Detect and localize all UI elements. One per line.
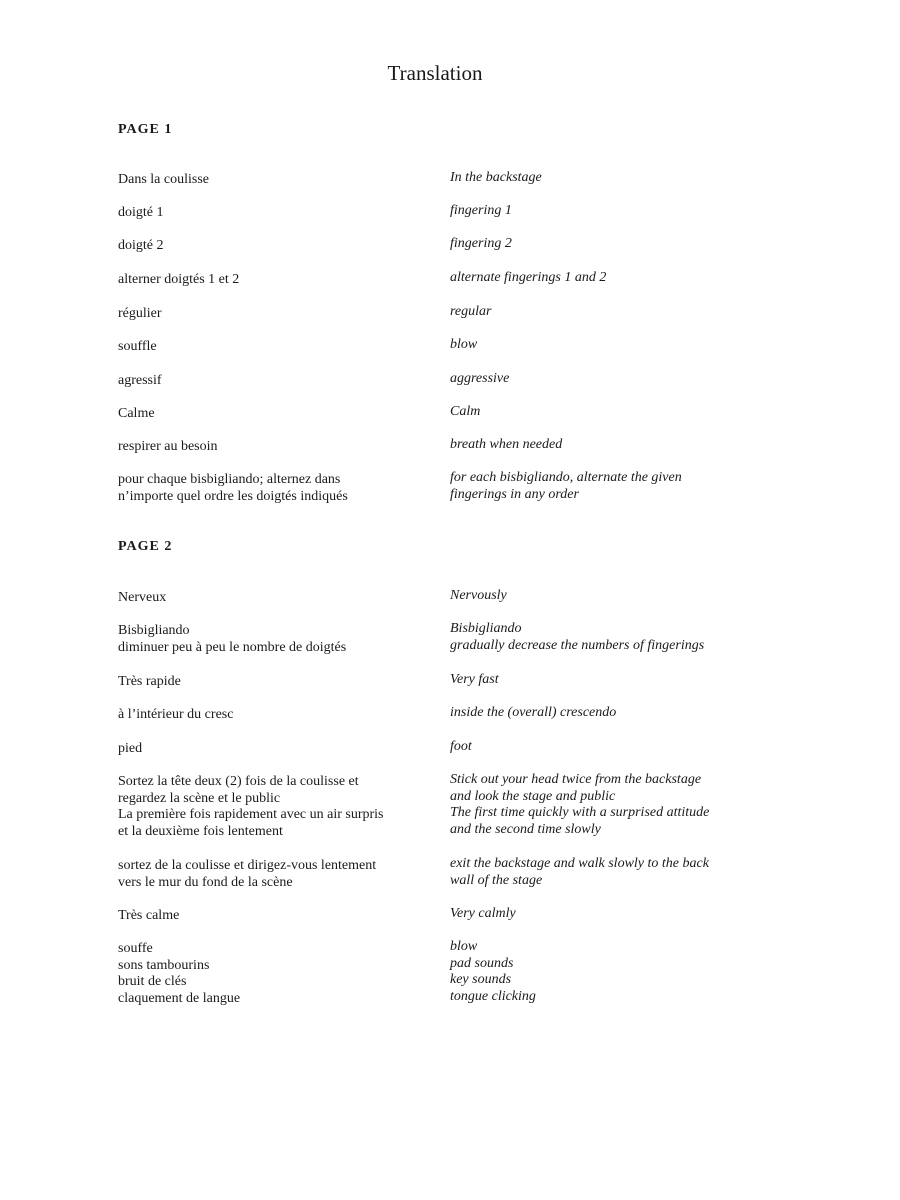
english-translation: Very calmly bbox=[450, 906, 516, 921]
english-translation: alternate fingerings 1 and 2 bbox=[450, 270, 607, 285]
english-translation: breath when needed bbox=[450, 437, 563, 452]
section-heading-page-2: PAGE 2 bbox=[118, 539, 173, 554]
french-term: respirer au besoin bbox=[118, 439, 218, 454]
english-translation: blow pad sounds key sounds tongue clicking bbox=[450, 939, 536, 1004]
french-term: Sortez la tête deux (2) fois de la coulisse et regardez la scène et le public La première fois rapidement avec un air surpris et la deuxième fois lentement bbox=[118, 774, 384, 839]
english-translation: Calm bbox=[450, 404, 481, 419]
english-translation: Bisbigliando gradually decrease the numbers of fingerings bbox=[450, 621, 705, 653]
french-term: alterner doigtés 1 et 2 bbox=[118, 272, 240, 287]
french-term: sortez de la coulisse et dirigez-vous lentement vers le mur du fond de la scène bbox=[118, 858, 377, 890]
french-term: régulier bbox=[118, 306, 162, 321]
french-term: Très rapide bbox=[118, 674, 181, 689]
english-translation: blow bbox=[450, 337, 478, 352]
english-translation: exit the backstage and walk slowly to the back wall of the stage bbox=[450, 856, 709, 888]
english-translation: regular bbox=[450, 304, 492, 319]
english-translation: Stick out your head twice from the backstage and look the stage and public The first time quickly with a surprised attitude and the second time slowly bbox=[450, 772, 710, 837]
section-heading-page-1: PAGE 1 bbox=[118, 122, 173, 137]
french-term: pied bbox=[118, 741, 143, 756]
english-translation: fingering 2 bbox=[450, 236, 512, 251]
french-term: Très calme bbox=[118, 908, 180, 923]
french-term: Nerveux bbox=[118, 590, 167, 605]
french-term: doigté 2 bbox=[118, 238, 164, 253]
french-term: doigté 1 bbox=[118, 205, 164, 220]
french-term: souffle bbox=[118, 339, 157, 354]
french-term: pour chaque bisbigliando; alternez dans n’importe quel ordre les doigtés indiqués bbox=[118, 472, 348, 504]
english-translation: Nervously bbox=[450, 588, 507, 603]
english-translation: fingering 1 bbox=[450, 203, 512, 218]
english-translation: Very fast bbox=[450, 672, 499, 687]
french-term: Dans la coulisse bbox=[118, 172, 209, 187]
french-term: à l’intérieur du cresc bbox=[118, 707, 234, 722]
english-translation: inside the (overall) crescendo bbox=[450, 705, 617, 720]
english-translation: aggressive bbox=[450, 371, 510, 386]
english-translation: for each bisbigliando, alternate the given fingerings in any order bbox=[450, 470, 682, 502]
french-term: Bisbigliando diminuer peu à peu le nombre de doigtés bbox=[118, 623, 347, 655]
french-term: agressif bbox=[118, 373, 162, 388]
french-term: Calme bbox=[118, 406, 155, 421]
english-translation: foot bbox=[450, 739, 472, 754]
page-title: Translation bbox=[387, 61, 483, 85]
english-translation: In the backstage bbox=[450, 170, 542, 185]
french-term: souffe sons tambourins bruit de clés claquement de langue bbox=[118, 941, 241, 1006]
